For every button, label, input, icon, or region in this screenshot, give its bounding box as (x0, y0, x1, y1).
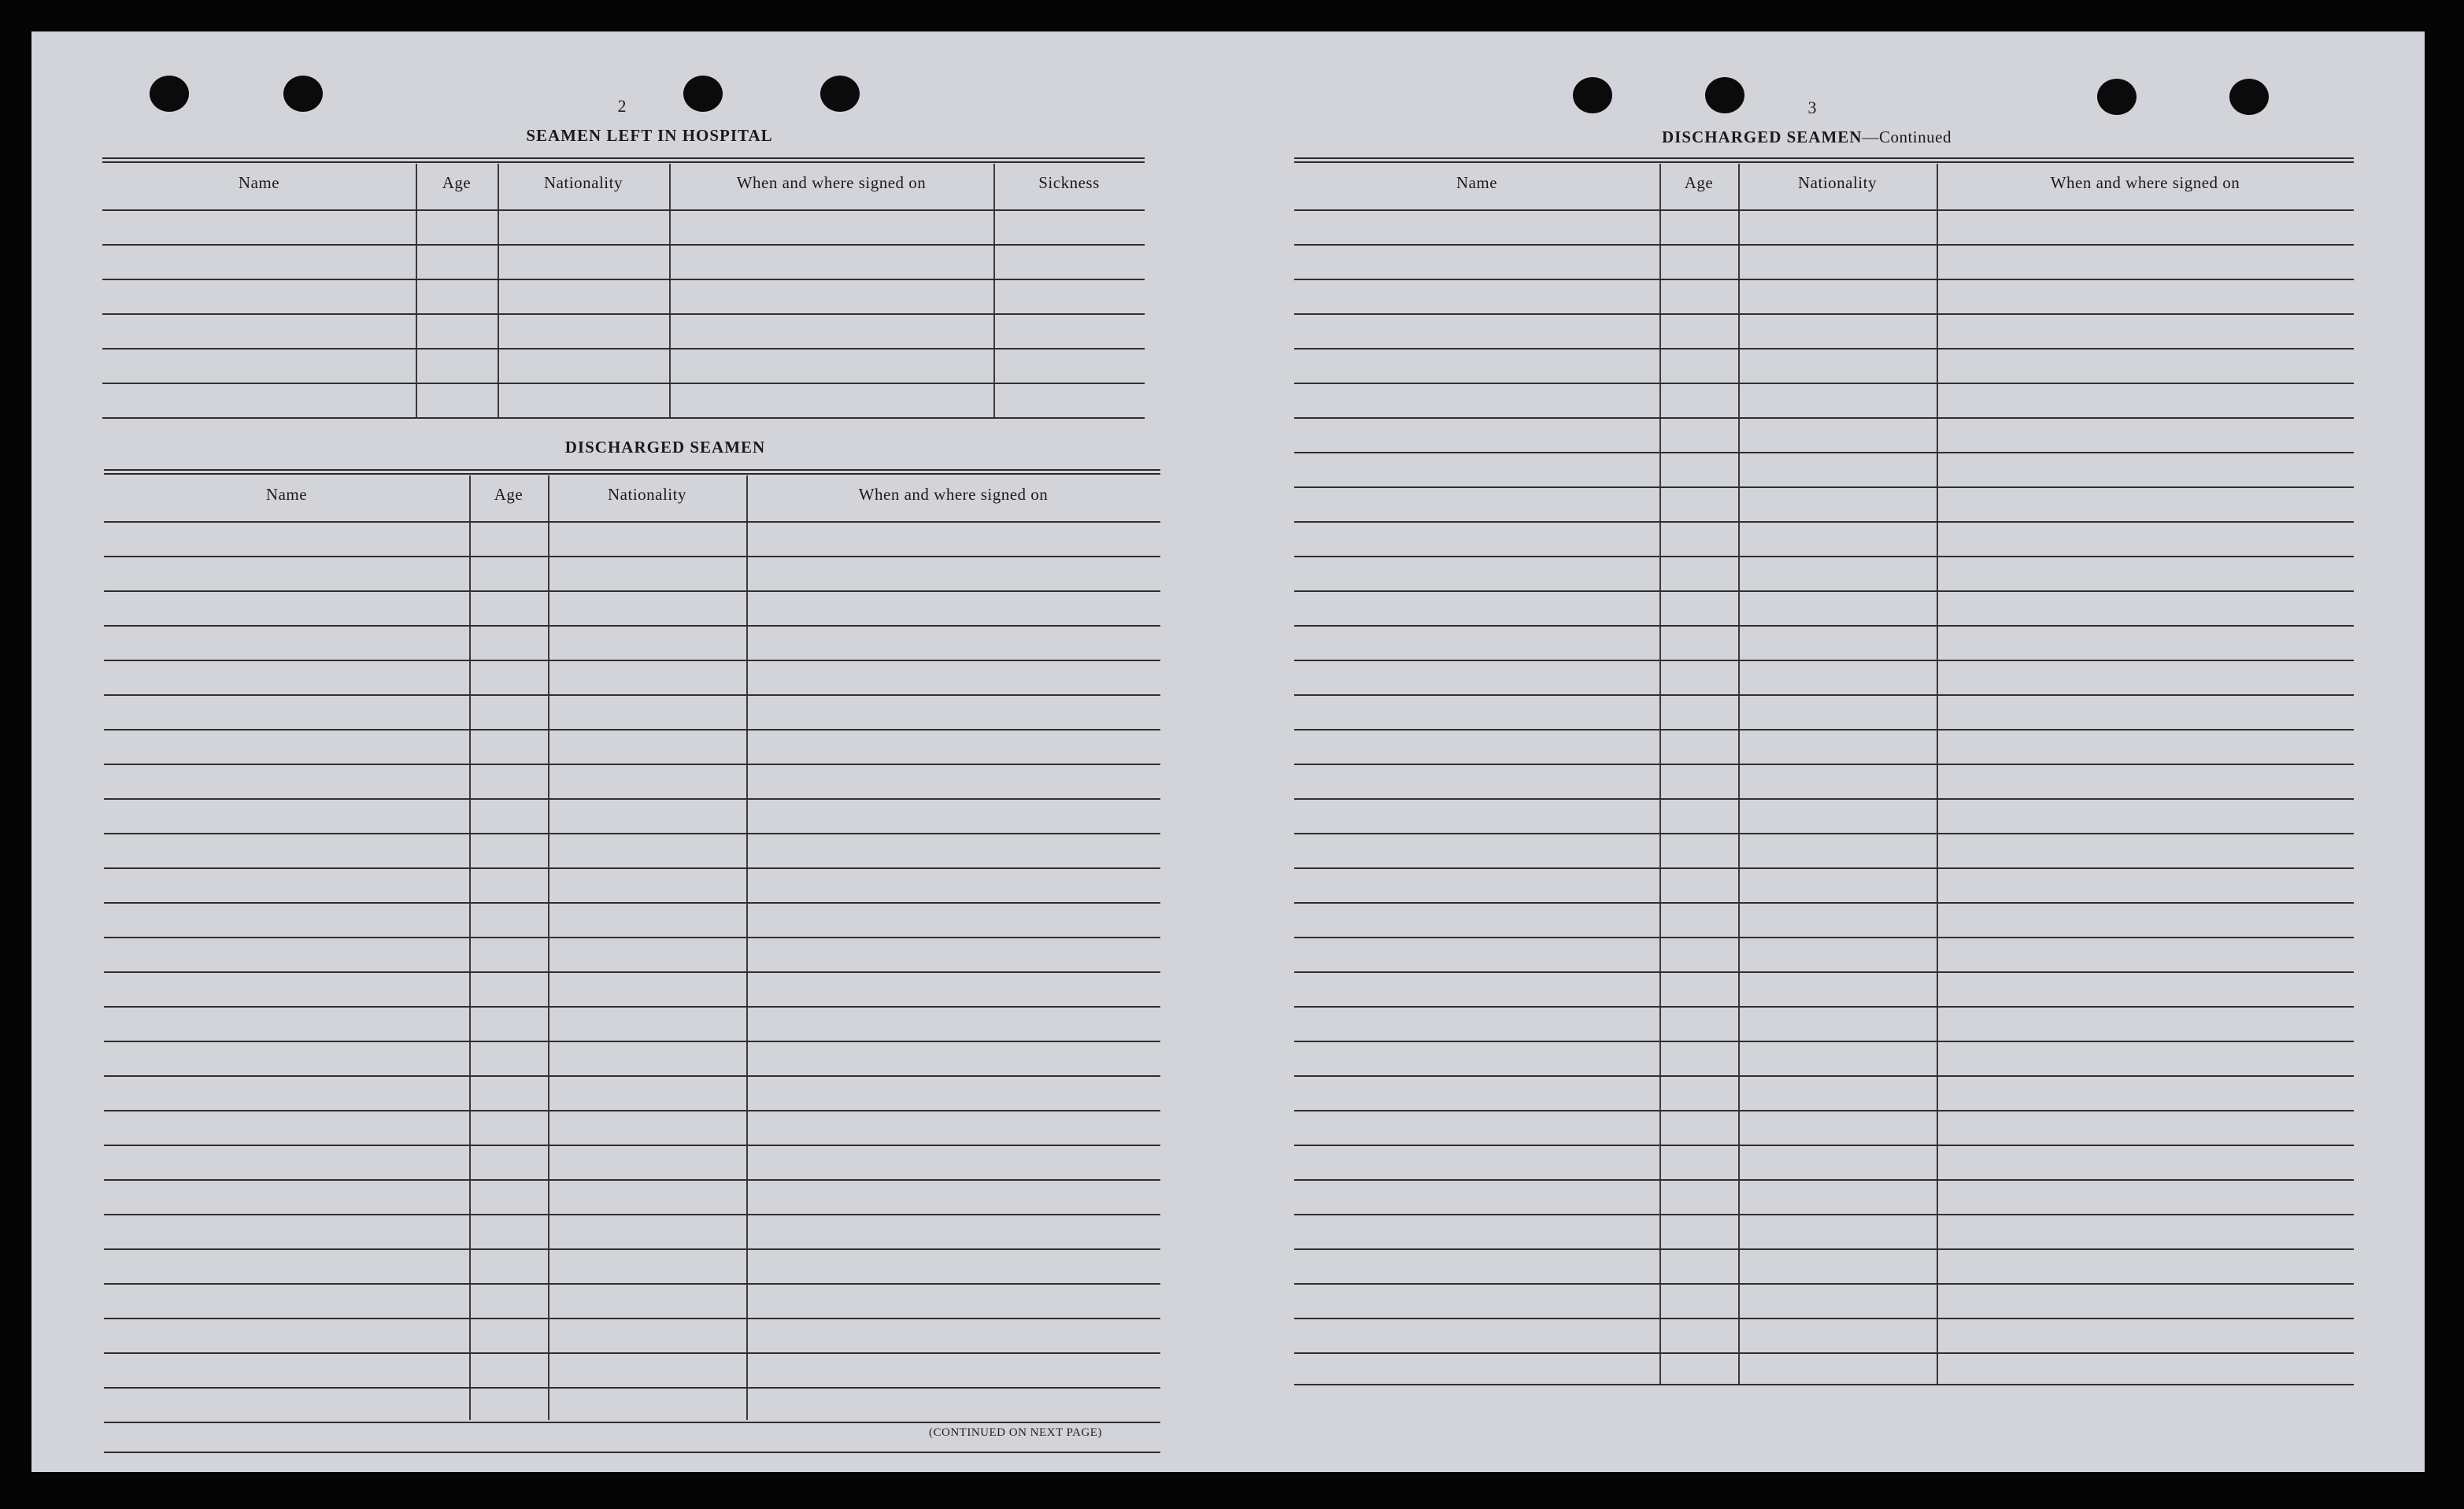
row-rule (1294, 1384, 2354, 1385)
continued-footer: (CONTINUED ON NEXT PAGE) (929, 1426, 1102, 1439)
col-header-name: Name (1456, 173, 1498, 192)
row-rule (1294, 764, 2354, 765)
row-rule (104, 660, 1160, 661)
column-divider (993, 164, 995, 417)
row-rule (104, 1179, 1160, 1181)
row-rule (1294, 452, 2354, 453)
row-rule (104, 764, 1160, 765)
row-rule (104, 1075, 1160, 1077)
row-rule (104, 590, 1160, 592)
row-rule (1294, 383, 2354, 384)
row-rule (104, 1283, 1160, 1285)
row-rule (1294, 1248, 2354, 1250)
row-rule (104, 833, 1160, 834)
row-rule (1294, 1352, 2354, 1354)
row-rule (1294, 867, 2354, 869)
row-rule (104, 937, 1160, 938)
table-top-rule (102, 157, 1145, 163)
column-divider (469, 475, 471, 1420)
discharged-section-title: DISCHARGED SEAMEN (564, 438, 766, 457)
column-divider (1937, 164, 1938, 1384)
row-rule (104, 1145, 1160, 1146)
row-rule (1294, 937, 2354, 938)
row-rule (1294, 209, 2354, 211)
hospital-section-title: SEAMEN LEFT IN HOSPITAL (526, 126, 773, 145)
row-rule (104, 1452, 1160, 1453)
column-divider (416, 164, 417, 417)
row-rule (1294, 625, 2354, 627)
punch-hole (283, 76, 323, 112)
row-rule (1294, 279, 2354, 280)
col-header-age: Age (1684, 173, 1714, 192)
punch-hole (820, 76, 860, 112)
row-rule (104, 521, 1160, 523)
row-rule (1294, 486, 2354, 488)
row-rule (102, 244, 1145, 246)
punch-hole (1573, 77, 1612, 113)
row-rule (104, 1006, 1160, 1008)
hospital-table (102, 157, 1145, 419)
row-rule (1294, 556, 2354, 557)
col-header-age: Age (494, 485, 524, 504)
row-rule (1294, 590, 2354, 592)
row-rule (1294, 417, 2354, 419)
discharged-continued-title-suffix: —Continued (1862, 128, 1952, 146)
row-rule (104, 556, 1160, 557)
row-rule (1294, 1318, 2354, 1319)
row-rule (104, 1110, 1160, 1111)
row-rule (102, 313, 1145, 315)
discharged-continued-title-main: DISCHARGED SEAMEN (1662, 128, 1863, 146)
row-rule (104, 1387, 1160, 1389)
column-divider (1738, 164, 1740, 1384)
column-divider (669, 164, 671, 417)
row-rule (1294, 694, 2354, 696)
row-rule (1294, 902, 2354, 904)
col-header-signed-on: When and where signed on (2050, 173, 2240, 192)
row-rule (104, 1422, 1160, 1423)
col-header-nationality: Nationality (608, 485, 686, 504)
row-rule (1294, 1041, 2354, 1042)
row-rule (1294, 833, 2354, 834)
row-rule (1294, 1179, 2354, 1181)
document-sheet (31, 31, 2425, 1472)
col-header-name: Name (265, 485, 308, 504)
discharged-continued-title (1551, 128, 2063, 147)
row-rule (104, 1041, 1160, 1042)
row-rule (104, 798, 1160, 800)
row-rule (1294, 1110, 2354, 1111)
column-divider (1659, 164, 1661, 1384)
row-rule (104, 625, 1160, 627)
row-rule (104, 694, 1160, 696)
col-header-nationality: Nationality (1798, 173, 1877, 192)
row-rule (1294, 348, 2354, 350)
row-rule (102, 383, 1145, 384)
column-divider (498, 164, 499, 417)
discharged-table (104, 469, 1160, 1453)
row-rule (104, 867, 1160, 869)
row-rule (104, 971, 1160, 973)
row-rule (104, 1214, 1160, 1215)
row-rule (104, 902, 1160, 904)
column-divider (746, 475, 748, 1420)
punch-hole (2229, 79, 2269, 115)
punch-hole (150, 76, 189, 112)
row-rule (1294, 1075, 2354, 1077)
punch-hole (1705, 77, 1744, 113)
row-rule (1294, 729, 2354, 730)
table-top-rule (1294, 157, 2354, 163)
row-rule (104, 1248, 1160, 1250)
col-header-name: Name (238, 173, 280, 192)
row-rule (102, 348, 1145, 350)
row-rule (1294, 798, 2354, 800)
row-rule (1294, 1214, 2354, 1215)
col-header-sickness: Sickness (1038, 173, 1100, 192)
row-rule (1294, 971, 2354, 973)
row-rule (1294, 244, 2354, 246)
row-rule (104, 1318, 1160, 1319)
row-rule (1294, 660, 2354, 661)
punch-hole (2097, 79, 2137, 115)
punch-hole (683, 76, 723, 112)
row-rule (1294, 1145, 2354, 1146)
row-rule (1294, 521, 2354, 523)
row-rule (1294, 313, 2354, 315)
row-rule (1294, 1283, 2354, 1285)
row-rule (102, 417, 1145, 419)
page-number-right: 3 (1807, 98, 1817, 117)
row-rule (102, 279, 1145, 280)
column-divider (548, 475, 549, 1420)
discharged-continued-table (1294, 157, 2354, 1418)
col-header-signed-on: When and where signed on (736, 173, 927, 192)
row-rule (1294, 1006, 2354, 1008)
table-top-rule (104, 469, 1160, 475)
col-header-signed-on: When and where signed on (858, 485, 1049, 504)
col-header-nationality: Nationality (544, 173, 623, 192)
col-header-age: Age (442, 173, 472, 192)
row-rule (104, 729, 1160, 730)
page-number-left: 2 (617, 96, 627, 116)
row-rule (104, 1352, 1160, 1354)
row-rule (102, 209, 1145, 211)
